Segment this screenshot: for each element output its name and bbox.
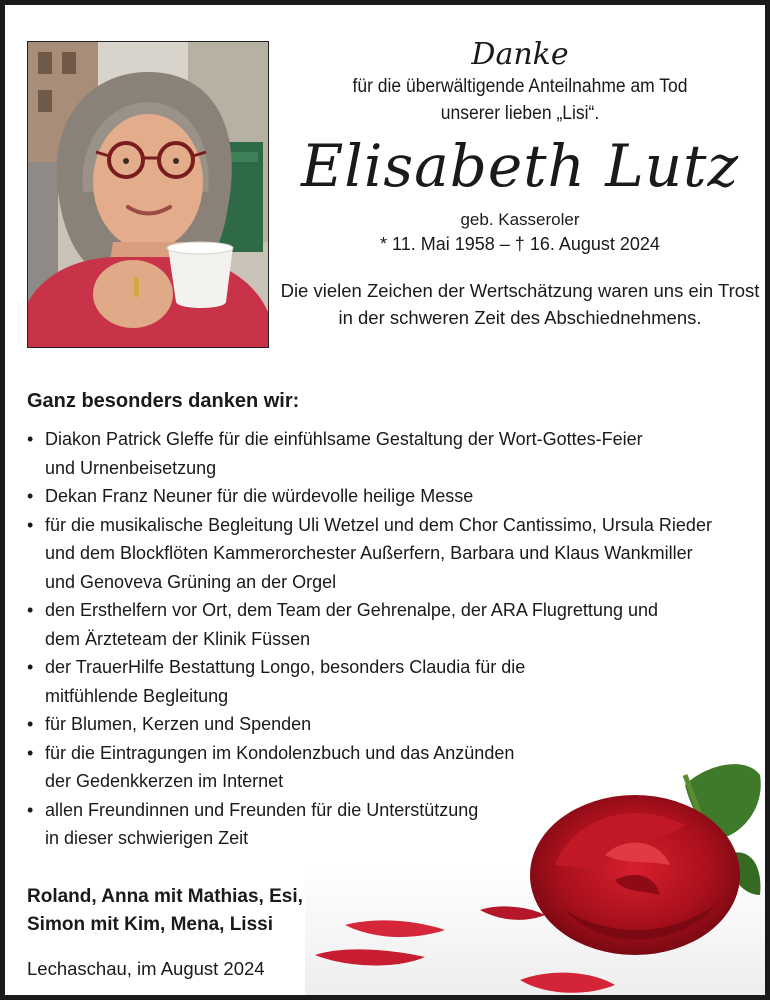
- list-item: • den Ersthelfern vor Ort, dem Team der Gehrenalpe, der ARA Flugrettung und dem Ärzteteam der Klinik Füssen: [27, 596, 727, 653]
- signers: [27, 883, 303, 939]
- consolation-line-2: in der schweren Zeit des Abschiednehmens.: [338, 307, 702, 328]
- list-item: • der TrauerHilfe Bestattung Longo, besonders Claudia für die mitfühlende Begleitung: [27, 653, 727, 710]
- list-item: • allen Freundinnen und Freunden für die Unterstützung in dieser schwierigen Zeit: [27, 796, 727, 853]
- portrait-photo: [27, 41, 269, 348]
- intro-line-2: unserer lieben „Lisi“.: [440, 103, 600, 124]
- list-item: • für Blumen, Kerzen und Spenden: [27, 710, 727, 739]
- birth-name: geb. Kasseroler: [460, 210, 580, 229]
- list-item: • für die Eintragungen im Kondolenzbuch und das Anzünden der Gedenkkerzen im Internet: [27, 739, 727, 796]
- list-item: • Dekan Franz Neuner für die würdevolle heilige Messe: [27, 482, 727, 511]
- list-item: • Diakon Patrick Gleffe für die einfühlsame Gestaltung der Wort-Gottes-Feier und Urnenbeisetzung: [27, 425, 727, 482]
- signers-line-2: Simon mit Kim, Mena, Lissi: [27, 914, 273, 935]
- list-item: • für die musikalische Begleitung Uli Wetzel und dem Chor Cantissimo, Ursula Rieder und dem Blockflöten Kammerorchester Außerfern, Barbara und Klaus Wankmiller und Genoveva Grüning an der Orgel: [27, 511, 727, 597]
- header-block: [275, 37, 765, 331]
- section-title: Ganz besonders danken wir:: [27, 390, 300, 412]
- signers-line-1: Roland, Anna mit Mathias, Esi,: [27, 886, 303, 907]
- life-dates: * 11. Mai 1958 – † 16. August 2024: [380, 234, 660, 254]
- deceased-name: Elisabeth Lutz: [300, 132, 740, 200]
- consolation-line-1: Die vielen Zeichen der Wertschätzung waren uns ein Trost: [280, 280, 760, 301]
- rose-image: [305, 745, 765, 1000]
- thanks-heading: Danke: [471, 37, 569, 72]
- intro-line-1: für die überwältigende Anteilnahme am Tod: [352, 76, 688, 97]
- place-date: Lechaschau, im August 2024: [27, 958, 265, 979]
